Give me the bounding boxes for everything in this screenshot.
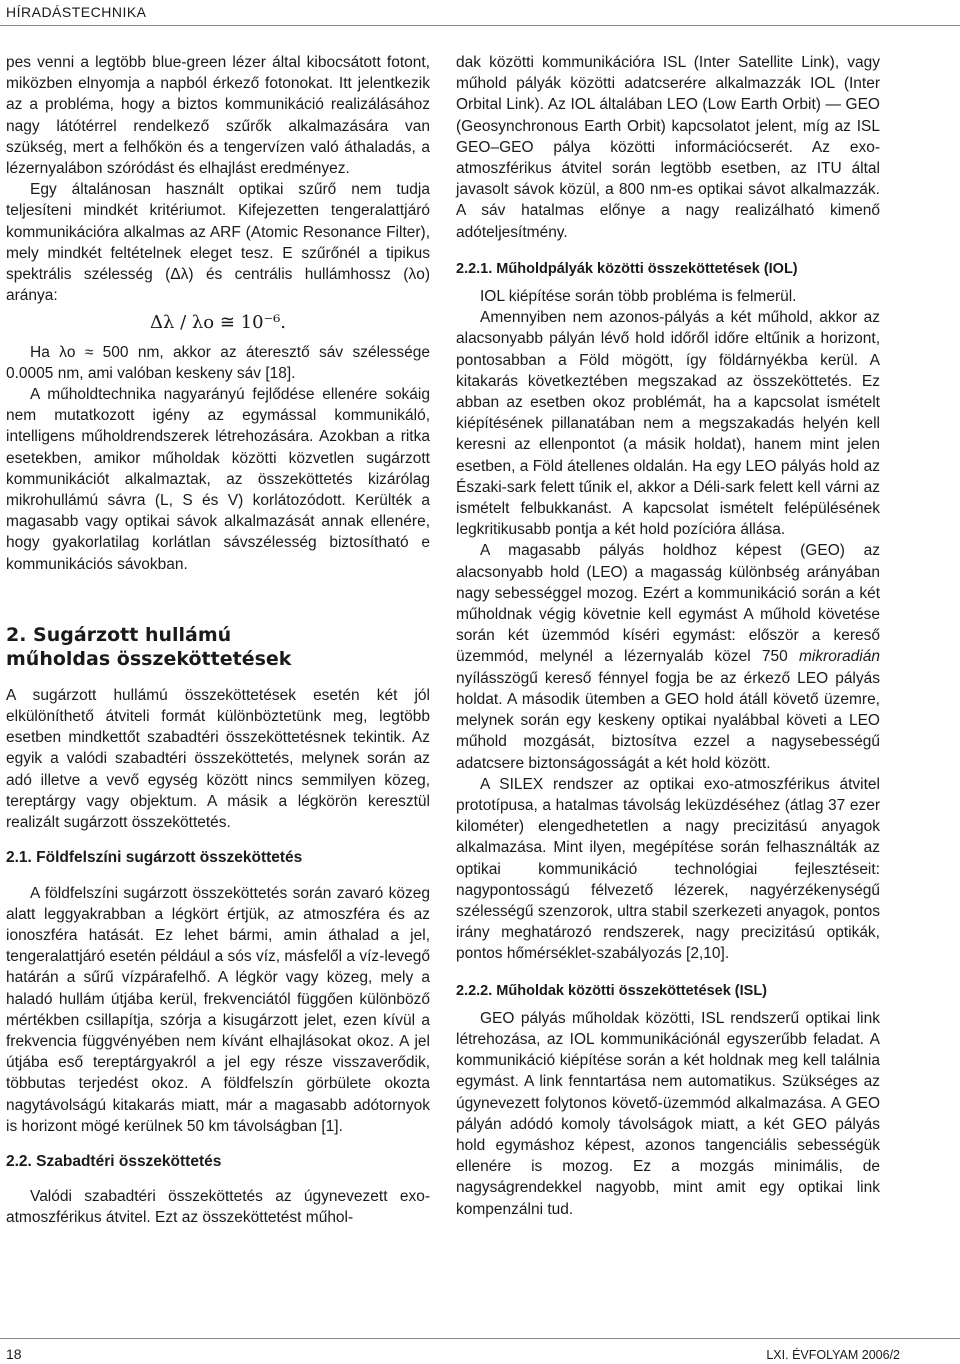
paragraph: A műholdtechnika nagyarányú fejlődése ellenére sokáig nem mutatkozott igény az egymással kommunikáló, intelligens műholdrendszerek létrehozására. Azokban a ritka esetekben, amikor műholdak közötti közvetlen sugárzott kommunikációt alkalmaztak, az összeköttetés kizárólag mikrohullámú sávra (L, S és V) korlátozódott. Kerülték a magasabb vagy optikai sávok alkalmazását annak ellenére, hogy gyakorlatilag korlátlan sávszélesség biztosítható e kommunikációs sávokban.: [6, 386, 430, 573]
paragraph: pes venni a legtöbb blue-green lézer által kibocsátott fotont, miközben elnyomja a napból érkező fotonokat. Itt jelentkezik az a probléma, hogy a biztos kommunikáció realizálásához nagy látótérrel rendelkező szűrők alkalmazására van szükség, mert a felhőkön és a tengervízen való áthaladás, a lézernyalábon szóródást és elhajlást eredményez.: [6, 54, 430, 178]
issue-label: LXI. ÉVFOLYAM 2006/2: [766, 1348, 900, 1362]
journal-name: HÍRADÁSTECHNIKA: [6, 4, 147, 20]
paragraph: Amennyiben nem azonos-pályás a két műhold, akkor az alacsonyabb pályán lévő hold időről időre eltűnik a horizont, pontosabban a Föld mögött, így földárnyékba kerül. A kitakarás következtében megszakad az összeköttetés. Ez abban az esetben okoz problémát, ha a kapcsolat ismételt kiépítésének pillanatában nem a megszakadás helyén kell keresni az ellenpontot (a másik holdat), hanem mint jelen esetben, a Föld átellenes oldalán. Ha egy LEO pályás hold az Északi-sark felett tűnik el, akkor a Déli-sark felett kell várni az ismételt felbukkanást. A kapcsolat ismételt felépülésének legkritikusabb pontja a két hold pozícióra állása.: [456, 309, 880, 539]
right-column: [456, 52, 880, 1220]
paragraph: A sugárzott hullámú összeköttetések esetén két jól elkülöníthető átviteli formát különböztetünk meg, legtöbb esetben mindkettőt szabadtéri összeköttetésnek tekintik. Az egyik a valódi szabadtéri összeköttetés, melynek során az adó illetve a vevő egység között nincs semmilyen közeg, tereptárgy vagy objektum. A másik a légkörön keresztül realizált sugárzott összeköttetés.: [6, 686, 430, 832]
section-heading-line: műholdas összeköttetések: [6, 647, 292, 670]
text-run: A magasabb pályás holdhoz képest (GEO) az alacsonyabb hold (LEO) a magasság különbség arányában nagy sebességgel mozog. Ezért a kommunikáció során a két műholdnak végig követnie kell egymást A műhold követése során két üzemmód kíséri egymást: először a kereső üzemmód, melynél a lézernyaláb közel 750: [456, 542, 880, 666]
subsection-heading-2-2: 2.2. Szabadtéri összeköttetés: [6, 1152, 222, 1170]
emphasis: mikroradián: [799, 648, 880, 666]
text-run: nyílásszögű kereső fénnyel fogja be az érkező LEO pályás holdat. A második ütemben a GEO hold átáll követő üzemre, melynek során egy keskeny optikai nyalábbal követi a LEO műhold mozgását, biztosítva ezzel a nagysebességű adatcsere biztonságosságát a két hold között.: [456, 669, 880, 772]
paragraph: A SILEX rendszer az optikai exo-atmoszférikus átvitel prototípusa, a hatalmas távolság leküzdéséhez (átlag 37 ezer kilométer) elengedhetetlen a nagy precizitású anyagok alkalmazása. Mint ilyen, megépítése során felhasználták az optikai kommunikáció technológiai fejlesztéseit: nagypontosságú félvezető lézerek, nagyérzékenységű szélességű szenzorok, ultra stabil szerkezeti anyagok, pontos irány meghatározó rendszerek, nagy precizitású optikák, pontos hőmérséklet-szabályozás [2,10].: [456, 775, 880, 963]
formula: Δλ / λo ≅ 10⁻⁶.: [149, 312, 287, 334]
subsection-heading-2-2-1: 2.2.1. Műholdpályák közötti összeköttetések (IOL): [456, 260, 798, 277]
paragraph: A földfelszíni sugárzott összeköttetés során zavaró közeg alatt leggyakrabban a légkört értjük, az atmoszféra és az ionoszféra hatását. Ez lehet bármi, amin áthalad a jel, tengeralattjáró esetén például a sós víz, másfelől a víz-levegő határán a sűrű vízpárafelhő. A légkör vagy közeg, mely a haladó hullám útjába kerül, frekvenciától függően különböző mértékben csillapítja, szórja a kisugárzott jelet, ezen kívül a frekvencia függvényében nem kívánt elhajlásokat okoz. A jel útjába eső tereptárgyakról a jel egy része visszaverődik, többutas terjedést okoz. A földfelszín görbülete okozta nagytávolságú kitakarás miatt, már a magasabb adótornyok is horizont mögé kerülnek 50 km távolságban [1].: [6, 884, 430, 1135]
subsection-heading-2-1: 2.1. Földfelszíni sugárzott összeköttetés: [6, 849, 303, 867]
page-number: 18: [6, 1346, 22, 1362]
paragraph: Valódi szabadtéri összeköttetés az úgynevezett exo-atmoszférikus átvitel. Ezt az összeköttetést műhol-: [6, 1188, 430, 1227]
section-heading-line: 2. Sugárzott hullámú: [6, 623, 232, 646]
subsection-heading-2-2-2: 2.2.2. Műholdak közötti összeköttetések (ISL): [456, 982, 768, 999]
paragraph: IOL kiépítése során több probléma is felmerül.: [480, 288, 797, 306]
running-header: [0, 0, 960, 26]
paragraph: [456, 540, 880, 773]
paragraph: GEO pályás műholdak közötti, ISL rendszerű optikai link létrehozása, az IOL kommunikációnál egyszerűbb feladat. A kommunikáció kiépítése során a két holdnak meg kell találnia egymást. A link fenntartása nem automatikus. Szükséges az úgynevezett folytonos követő-üzemmód alkalmazása. A GEO pályán adódó komoly távolságok miatt, a két GEO pályás hold egymáshoz képest, azonos tangenciális sebességük ellenére is mozog. Ez a mozgás minimális, de nagyságrendekkel nagyobb, mint amit egy optikai link kompenzálni tud.: [456, 1009, 880, 1218]
left-column: [6, 52, 430, 1229]
running-footer: [0, 1338, 960, 1364]
header-rule: [0, 25, 960, 26]
section-heading-2: [6, 623, 430, 671]
paragraph: Ha λo ≈ 500 nm, akkor az áteresztő sáv szélessége 0.0005 nm, ami valóban keskeny sáv [18].: [6, 343, 430, 382]
paragraph: Egy általánosan használt optikai szűrő nem tudja teljesíteni mindkét kritériumot. Kifejezetten tengeralattjáró kommunikációra alkalmas az ARF (Atomic Resonance Filter), mely mindkét feltételnek eleget tesz. E szűrőnél a tipikus spektrális szélesség (Δλ) és centrális hullámhossz (λo) aránya:: [6, 181, 430, 305]
footer-rule: [0, 1338, 960, 1339]
paragraph: dak közötti kommunikációra ISL (Inter Satellite Link), vagy műhold pályák közötti adatcserére alkalmazzák IOL (Inter Orbital Link). Az IOL általában LEO (Low Earth Orbit) — GEO (Geosynchronous Earth Orbit) kapcsolatot jelent, míg az ISL GEO–GEO pálya közötti információcserét. Az exo-atmoszférikus átvitel során legtöbb esetben, az ITU által javasolt sávok közül, a 800 nm-es optikai sávot alkalmazzák. A sáv hatalmas előnye a nagy realizálható kimenő adóteljesítmény.: [456, 54, 880, 241]
